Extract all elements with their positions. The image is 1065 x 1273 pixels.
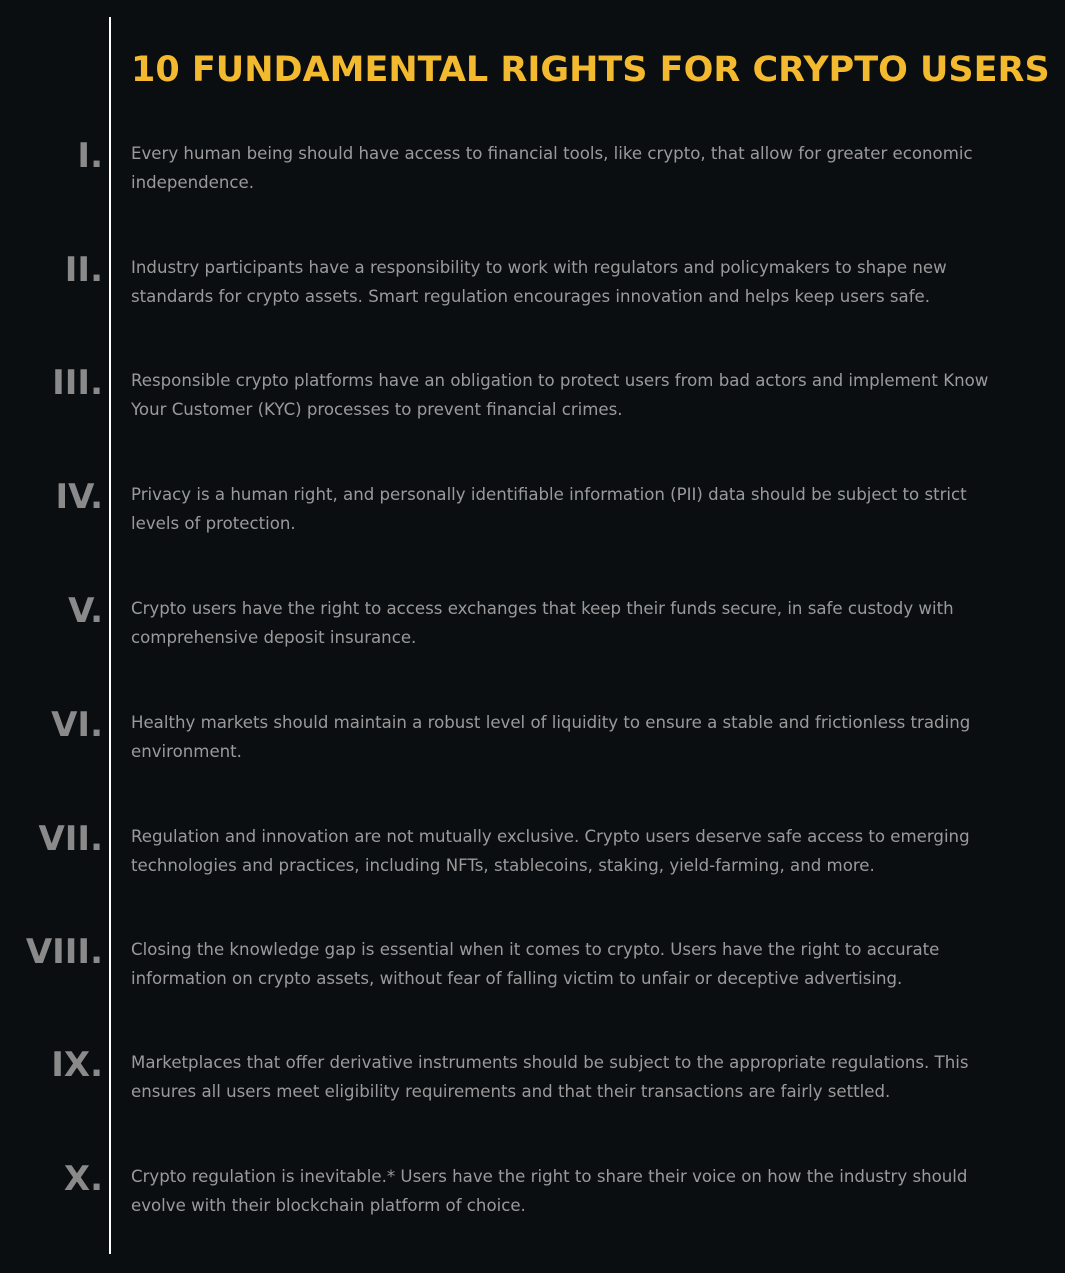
right-text: Marketplaces that offer derivative instruments should be subject to the appropriate regulations. This ensures all users meet eligibility requirements and that their transactions are fairly settled. [131,1053,969,1101]
right-numeral: IV. [55,477,103,517]
right-text: Every human being should have access to financial tools, like crypto, that allow for greater economic independence. [131,144,973,192]
right-item-5 [0,591,1065,684]
right-item-1 [0,136,1065,229]
right-numeral: II. [64,250,103,290]
right-text: Industry participants have a responsibility to work with regulators and policymakers to shape new standards for crypto assets. Smart regulation encourages innovation and helps keep users safe. [131,258,947,306]
right-text: Crypto users have the right to access exchanges that keep their funds secure, in safe custody with comprehensive deposit insurance. [131,599,954,647]
right-numeral: IX. [51,1045,103,1085]
right-text: Privacy is a human right, and personally identifiable information (PII) data should be subject to strict levels of protection. [131,485,967,533]
right-item-2 [0,250,1065,343]
right-text: Healthy markets should maintain a robust level of liquidity to ensure a stable and frictionless trading environment. [131,713,971,761]
right-text: Crypto regulation is inevitable.* Users have the right to share their voice on how the industry should evolve with their blockchain platform of choice. [131,1167,968,1215]
right-numeral: I. [77,136,103,176]
right-numeral: VII. [38,819,103,859]
right-numeral: VI. [51,705,103,745]
right-numeral: VIII. [25,932,103,972]
right-text: Closing the knowledge gap is essential when it comes to crypto. Users have the right to accurate information on crypto assets, without fear of falling victim to unfair or deceptive advertising. [131,940,940,988]
right-item-9 [0,1045,1065,1138]
right-item-10 [0,1159,1065,1252]
right-item-3 [0,363,1065,456]
right-item-6 [0,705,1065,798]
right-item-4 [0,477,1065,570]
right-item-7 [0,819,1065,912]
right-numeral: V. [68,591,103,631]
page-title: 10 FUNDAMENTAL RIGHTS FOR CRYPTO USERS [131,50,1050,90]
right-numeral: III. [52,363,103,403]
right-text: Responsible crypto platforms have an obligation to protect users from bad actors and implement Know Your Customer (KYC) processes to prevent financial crimes. [131,371,989,419]
right-item-8 [0,932,1065,1025]
right-text: Regulation and innovation are not mutually exclusive. Crypto users deserve safe access to emerging technologies and practices, including NFTs, stablecoins, staking, yield-farming, and more. [131,827,970,875]
right-numeral: X. [63,1159,103,1199]
